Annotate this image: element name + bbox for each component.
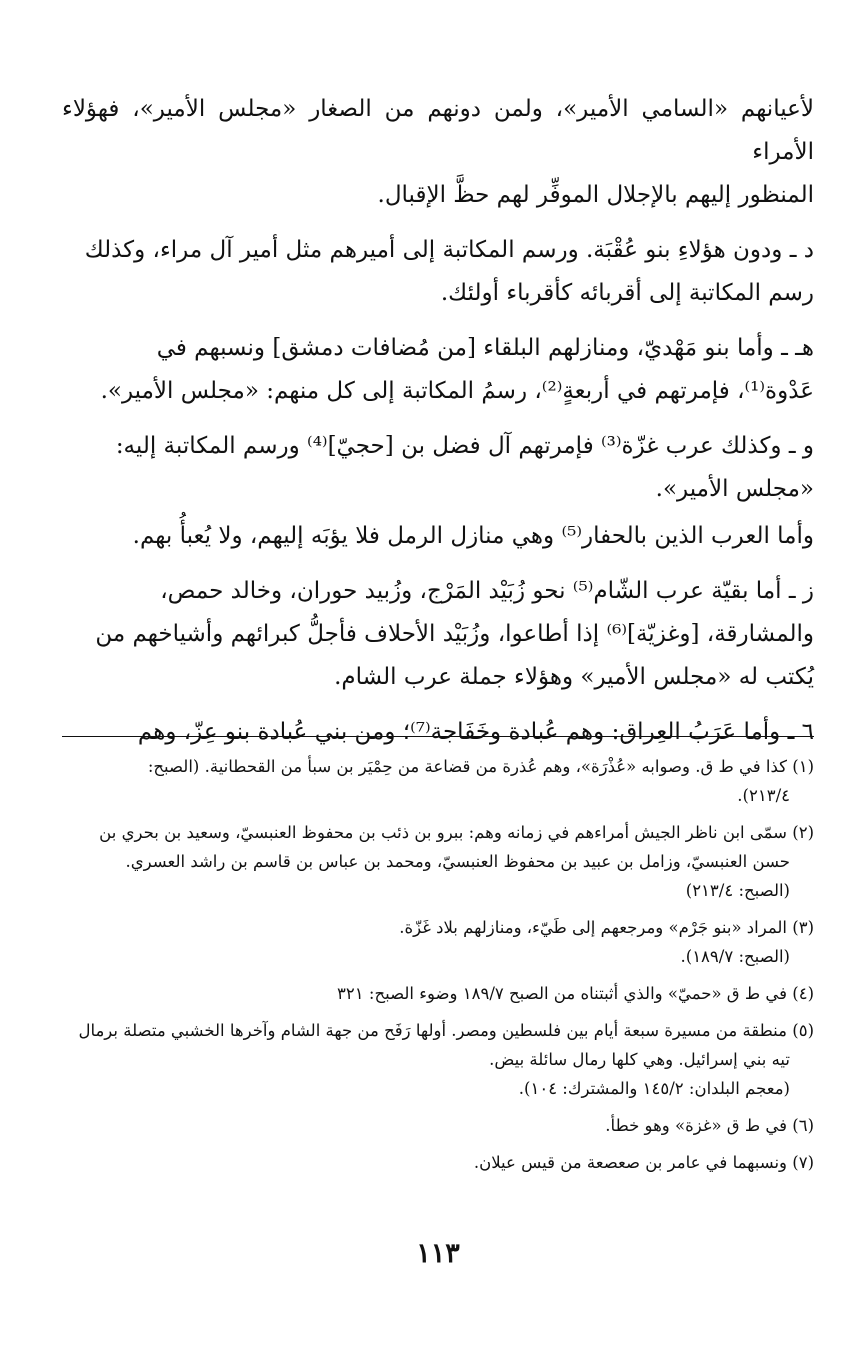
paragraph-4 <box>62 425 814 511</box>
footnote-3 <box>62 913 814 971</box>
text-line: المنظور إليهم بالإجلال الموفِّر لهم حظَّ الإقبال. <box>377 182 814 208</box>
paragraph-5 <box>62 515 814 558</box>
footnote-2 <box>62 818 814 905</box>
text-line: و ـ وكذلك عرب غزّة⁽³⁾ فإمرتهم آل فضل بن [حجيّ]⁽⁴⁾ ورسم المكاتبة إليه: <box>115 433 814 459</box>
footnote-5 <box>62 1016 814 1103</box>
text-line: ٦ ـ وأما عَرَبُ العِراق: وهم عُبادة وخَفَاجة⁽⁷⁾؛ ومن بني عُبادة بنو عِزّ، وهم <box>137 719 814 745</box>
paragraph-1 <box>62 88 814 217</box>
main-text <box>62 88 814 754</box>
footnote-line: (٦) في ط ق «غزة» وهو خطأ. <box>605 1116 814 1135</box>
text-line: هـ ـ وأما بنو مَهْديّ، ومنازلهم البلقاء [من مُضافات دمشق] ونسبهم في <box>156 335 814 361</box>
footnote-line: تيه بني إسرائيل. وهي كلها رمال سائلة بيض. <box>489 1050 790 1069</box>
paragraph-3 <box>62 327 814 413</box>
paragraph-7 <box>62 711 814 754</box>
footnote-line: (٥) منطقة من مسيرة سبعة أيام بين فلسطين ومصر. أولها رَفَح من جهة الشام وآخرها الخشبي متصلة برمال <box>78 1021 814 1040</box>
book-page <box>62 88 814 1338</box>
footnote-line: (١) كذا في ط ق. وصوابه «عُذْرَة»، وهم عُذرة من قضاعة من حِمْيَر بن سبأ من القحطانية. (الصبح: <box>147 757 814 776</box>
footnote-line: (٢) سمّى ابن ناظر الجيش أمراءهم في زمانه وهم: ببرو بن ذئب بن محفوظ العنبسيّ، وسعيد بن بحري بن <box>99 823 814 842</box>
footnote-6 <box>62 1111 814 1140</box>
footnote-line: (الصبح: ١٨٩/٧). <box>680 947 790 966</box>
text-line: «مجلس الأمير». <box>655 476 814 502</box>
text-line: لأعيانهم «السامي الأمير»، ولمن دونهم من الصغار «مجلس الأمير»، فهؤلاء الأمراء <box>62 96 814 165</box>
footnote-4 <box>62 979 814 1008</box>
footnotes <box>62 752 814 1185</box>
text-line: ز ـ أما بقيّة عرب الشّام⁽⁵⁾ نحو زُبَيْد المَرْج، وزُبيد حوران، وخالد حمص، <box>160 578 814 604</box>
text-line: رسم المكاتبة إلى أقربائه كأقرباء أولئك. <box>440 280 814 306</box>
text-line: والمشارقة، [وغزيّة]⁽⁶⁾ إذا أطاعوا، وزُبَيْد الأحلاف فأجلُّ كبرائهم وأشياخهم من <box>95 621 814 647</box>
footnote-line: ٢١٣/٤). <box>737 786 790 805</box>
paragraph-2 <box>62 229 814 315</box>
footnote-7 <box>62 1148 814 1177</box>
footnote-line: (٤) في ط ق «حميّ» والذي أثبتناه من الصبح ١٨٩/٧ وضوء الصبح: ٣٢١ <box>337 984 814 1003</box>
footnote-line: (الصبح: ٢١٣/٤) <box>685 881 790 900</box>
text-line: عَدْوة⁽¹⁾، فإمرتهم في أربعةٍ⁽²⁾، رسمُ المكاتبة إلى كل منهم: «مجلس الأمير». <box>100 378 814 404</box>
text-line: وأما العرب الذين بالحفار⁽⁵⁾ وهي منازل الرمل فلا يؤبَه إليهم، ولا يُعبأُ بهم. <box>132 523 814 549</box>
footnote-line: (٧) ونسبهما في عامر بن صعصعة من قيس عيلان. <box>473 1153 814 1172</box>
paragraph-6 <box>62 570 814 699</box>
footnote-1 <box>62 752 814 810</box>
text-line: يُكتب له «مجلس الأمير» وهؤلاء جملة عرب الشام. <box>334 664 814 690</box>
text-line: د ـ ودون هؤلاءِ بنو عُقْبَة. ورسم المكاتبة إلى أميرهم مثل أمير آل مراء، وكذلك <box>84 237 814 263</box>
footnote-line: (معجم البلدان: ١٤٥/٢ والمشترك: ١٠٤). <box>518 1079 790 1098</box>
footnote-divider <box>62 736 814 737</box>
page-number: ١١٣ <box>416 1238 460 1269</box>
footnote-line: حسن العنبسيّ، وزامل بن عبيد بن محفوظ العنبسيّ، ومحمد بن عباس بن قاسم بن راشد العسري. <box>125 852 790 871</box>
footnote-line: (٣) المراد «بنو جَرْم» ومرجعهم إلى طَيّء، ومنازلهم بلاد غَزّة. <box>399 918 814 937</box>
